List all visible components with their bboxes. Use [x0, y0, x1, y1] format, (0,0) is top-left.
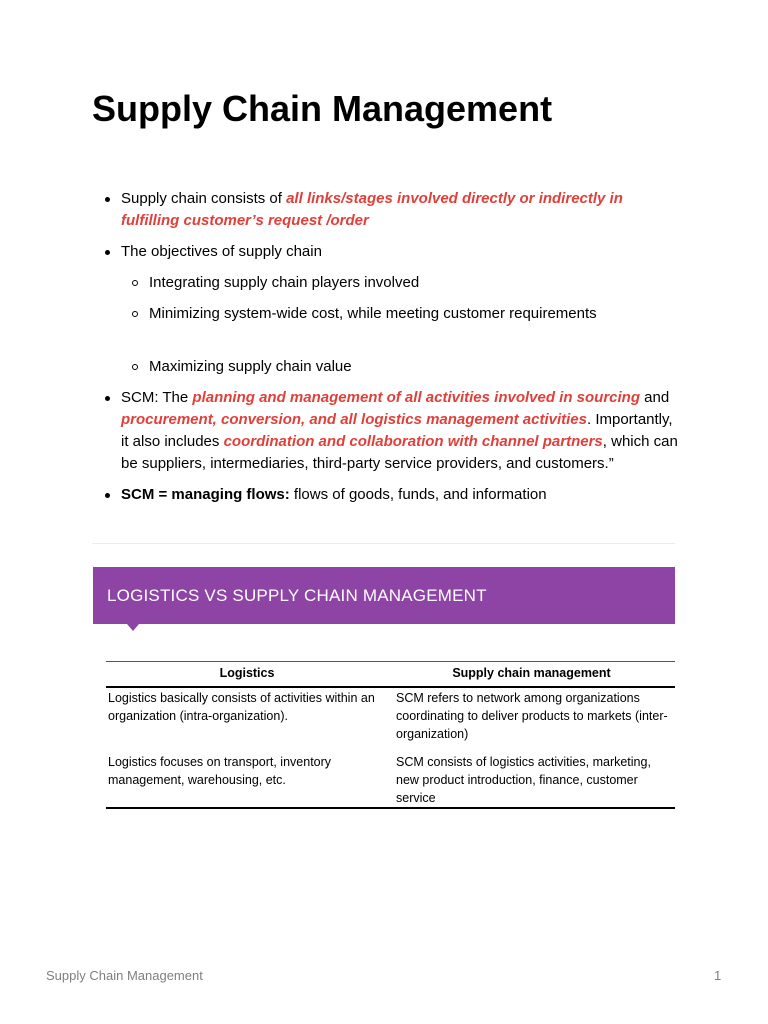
bullet-text: . Importantly, it also includes: [121, 411, 673, 450]
bullet-emphasis: procurement, conversion, and all logistics management activities: [121, 411, 587, 428]
bullet-bold-label: SCM = managing flows:: [121, 486, 290, 503]
table-cell: Logistics basically consists of activities within an organization (intra-organization).: [108, 691, 375, 723]
table-cell: SCM consists of logistics activities, marketing, new product introduction, finance, customer service: [396, 755, 651, 805]
bullet-emphasis: planning and management of all activities involved in sourcing: [192, 389, 641, 406]
section-banner: [93, 567, 675, 624]
bullet-text: The objectives of supply chain: [121, 243, 322, 260]
bullet-scm-definition: [121, 387, 681, 475]
bullet-text: and: [640, 389, 670, 406]
bullet-list: [121, 188, 681, 506]
sub-bullet-maximizing: Maximizing supply chain value: [149, 356, 681, 378]
column-header-scm: Supply chain management: [388, 662, 675, 688]
bullet-text: SCM: The: [121, 389, 193, 406]
banner-title: LOGISTICS VS SUPPLY CHAIN MANAGEMENT: [107, 586, 487, 605]
table-cell: Logistics focuses on transport, inventory management, warehousing, etc.: [108, 755, 332, 787]
bullet-supply-chain-definition: [121, 188, 681, 232]
page-title: Supply Chain Management: [92, 88, 553, 129]
table-row: [106, 753, 675, 808]
footer-title: Supply Chain Management: [46, 968, 203, 983]
table-row: [106, 687, 675, 753]
section-divider: [92, 543, 675, 544]
page-number: 1: [714, 968, 722, 983]
bullet-objectives: [121, 241, 681, 378]
bullet-text: , which can be suppliers, intermediaries, third-party service providers, and customers.”: [121, 433, 678, 472]
bullet-text: Supply chain consists of: [121, 190, 287, 207]
comparison-table: [106, 661, 675, 809]
sub-bullet-minimizing: Minimizing system-wide cost, while meeting customer requirements: [149, 303, 681, 325]
table-header-row: [106, 662, 675, 688]
bullet-managing-flows: [121, 484, 681, 506]
bullet-emphasis: all links/stages involved directly or indirectly in fulfilling customer’s request /order: [121, 190, 623, 229]
banner-pointer: [127, 624, 139, 631]
bullet-text: flows of goods, funds, and information: [289, 486, 547, 503]
sub-bullet-integrating: Integrating supply chain players involved: [149, 272, 681, 294]
objectives-sublist: [121, 272, 681, 378]
column-header-logistics: Logistics: [106, 662, 388, 688]
bullet-emphasis: coordination and collaboration with channel partners: [223, 433, 603, 450]
table-cell: SCM refers to network among organizations coordinating to deliver products to markets (inter-organization): [396, 691, 668, 741]
